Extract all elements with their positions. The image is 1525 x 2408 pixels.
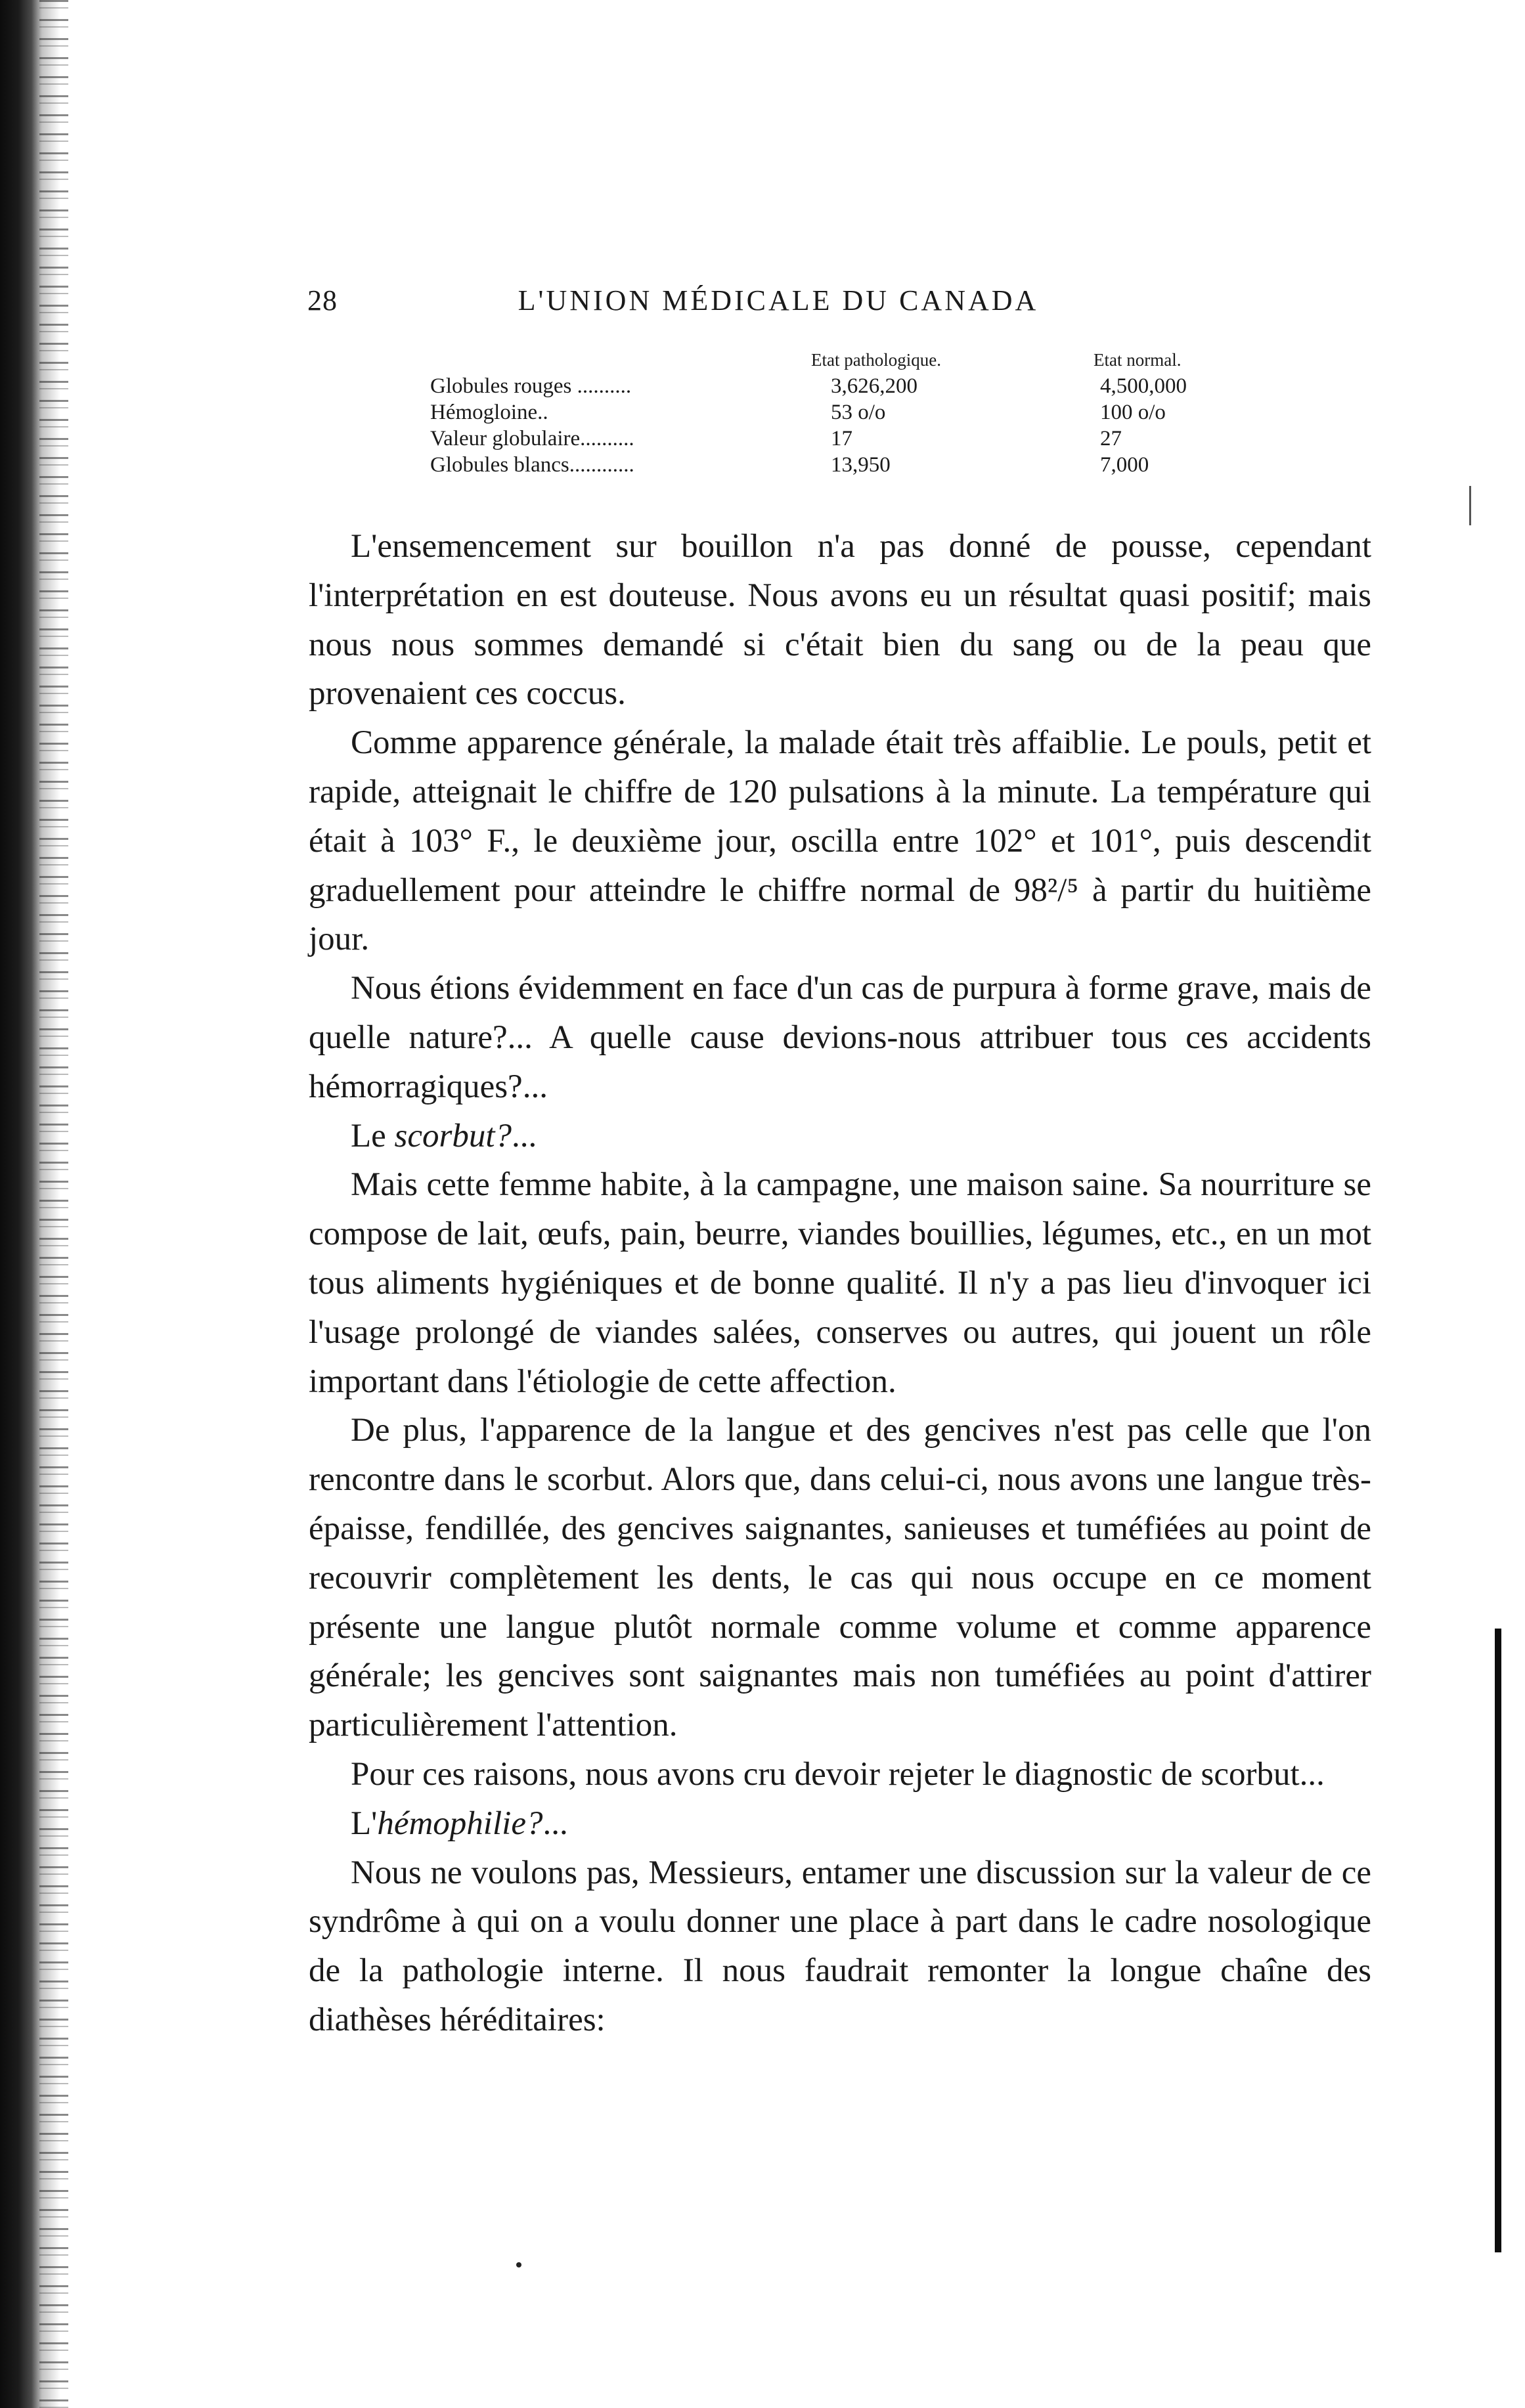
normal-value: 27 [1100,427,1122,450]
table-row [430,399,1277,426]
pathological-value: 13,950 [831,453,891,477]
paragraph-hemophilie-question [309,1799,1371,1849]
paragraph-prefix: L' [351,1805,378,1842]
article-body [309,522,1371,2045]
paragraph: De plus, l'apparence de la langue et des gencives n'est pas celle que l'on rencontre dans le scorbut. Alors que, dans celui-ci, nous avons une langue très-épaisse, fendillée, des gencives saignantes, sanieuses et tuméfiées au point de recouvrir complètement les dents, le cas qui nous occupe en ce moment présente une langue plutôt normale comme volume et comme apparence générale; les gencives sont saignantes mais non tuméfiées au point d'attirer particulièrement l'attention. [309,1412,1371,1744]
column-header-pathological: Etat pathologique. [811,350,941,370]
paragraph-suffix: ... [542,1805,568,1842]
paragraph: L'ensemencement sur bouillon n'a pas donné de pousse, cependant l'interprétation en est douteuse. Nous avons eu un résultat quasi positif; mais nous nous sommes demandé si c'était bien du sang ou de la peau que provenaient ces coccus. [309,528,1371,712]
pathological-value: 53 o/o [831,401,886,424]
paragraph: Comme apparence générale, la malade était très affaiblie. Le pouls, petit et rapide, atteignait le chiffre de 120 pulsations à la minute. La température qui était à 103° F., le deuxième jour, oscilla entre 102° et 101°, puis descendit graduellement pour atteindre le chiffre normal de 98²/⁵ à partir du huitième jour. [309,724,1371,958]
paragraph-prefix: Le [351,1117,395,1154]
normal-value: 4,500,000 [1100,374,1187,398]
journal-title: L'UNION MÉDICALE DU CANADA [518,284,1039,317]
binding-speckle [39,0,68,2408]
scan-mark [1469,486,1471,525]
ink-speck [516,2262,521,2267]
row-label: Globules blancs............ [430,453,634,477]
blood-count-table [430,347,1277,478]
paragraph: Pour ces raisons, nous avons cru devoir rejeter le diagnostic de scorbut... [351,1755,1325,1793]
page-number: 28 [307,284,338,317]
row-label: Globules rouges .......... [430,374,632,398]
normal-value: 100 o/o [1100,401,1166,424]
paragraph: Nous ne voulons pas, Messieurs, entamer une discussion sur la valeur de ce syndrôme à qui on a voulu donner une place à part dans le cadre nosologique de la pathologie interne. Il nous faudrait remonter la longue chaîne des diathèses héréditaires: [309,1854,1371,2038]
normal-value: 7,000 [1100,453,1149,477]
table-header [430,347,1277,373]
paragraph: Nous étions évidemment en face d'un cas de purpura à forme grave, mais de quelle nature?... A quelle cause devions-nous attribuer tous ces accidents hémorragiques?... [309,970,1371,1105]
running-head [307,284,1151,320]
row-label: Hémogloine.. [430,401,548,424]
pathological-value: 3,626,200 [831,374,917,398]
italic-term: scorbut? [394,1117,512,1154]
column-header-normal: Etat normal. [1094,350,1182,370]
page-edge-rule [1495,1629,1501,2252]
table-row [430,452,1277,478]
italic-term: hémophilie? [377,1805,543,1842]
paragraph-suffix: ... [512,1117,537,1154]
paragraph: Mais cette femme habite, à la campagne, une maison saine. Sa nourriture se compose de lait, œufs, pain, beurre, viandes bouillies, légumes, etc., en un mot tous aliments hygiéniques et de bonne qualité. Il n'y a pas lieu d'invoquer ici l'usage prolongé de viandes salées, conserves ou autres, qui jouent un rôle important dans l'étiologie de cette affection. [309,1166,1371,1400]
paragraph-scorbut-question [309,1112,1371,1161]
row-label: Valeur globulaire.......... [430,427,634,450]
table-row [430,373,1277,399]
pathological-value: 17 [831,427,852,450]
table-row [430,426,1277,452]
